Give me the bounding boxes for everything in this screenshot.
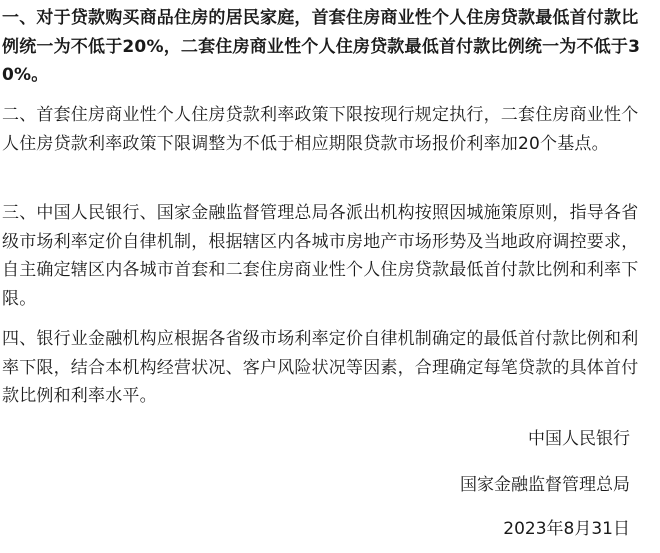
paragraph-2-interest-rate-floor: 二、首套住房商业性个人住房贷款利率政策下限按现行规定执行，二套住房商业性个人住房贷款利率政策下限调整为不低于相应期限贷款市场报价利率加20个基点。	[2, 105, 639, 154]
document-date: 2023年8月31日	[503, 519, 630, 539]
signatory-pboc: 中国人民银行	[528, 429, 630, 449]
paragraph-4-bank-implementation: 四、银行业金融机构应根据各省级市场利率定价自律机制确定的最低首付款比例和利率下限，结合本机构经营状况、客户风险状况等因素，合理确定每笔贷款的具体首付款比例和利率水平。	[2, 329, 639, 406]
paragraph-1-down-payment-ratio: 一、对于贷款购买商品住房的居民家庭，首套住房商业性个人住房贷款最低首付款比例统一为不低于20%，二套住房商业性个人住房贷款最低首付款比例统一为不低于30%。	[2, 8, 641, 85]
signatory-nfra: 国家金融监督管理总局	[460, 475, 630, 495]
paragraph-3-city-policy: 三、中国人民银行、国家金融监督管理总局各派出机构按照因城施策原则，指导各省级市场利率定价自律机制，根据辖区内各城市房地产市场形势及当地政府调控要求，自主确定辖区内各城市首套和二套住房商业性个人住房贷款最低首付款比例和利率下限。	[2, 203, 639, 309]
